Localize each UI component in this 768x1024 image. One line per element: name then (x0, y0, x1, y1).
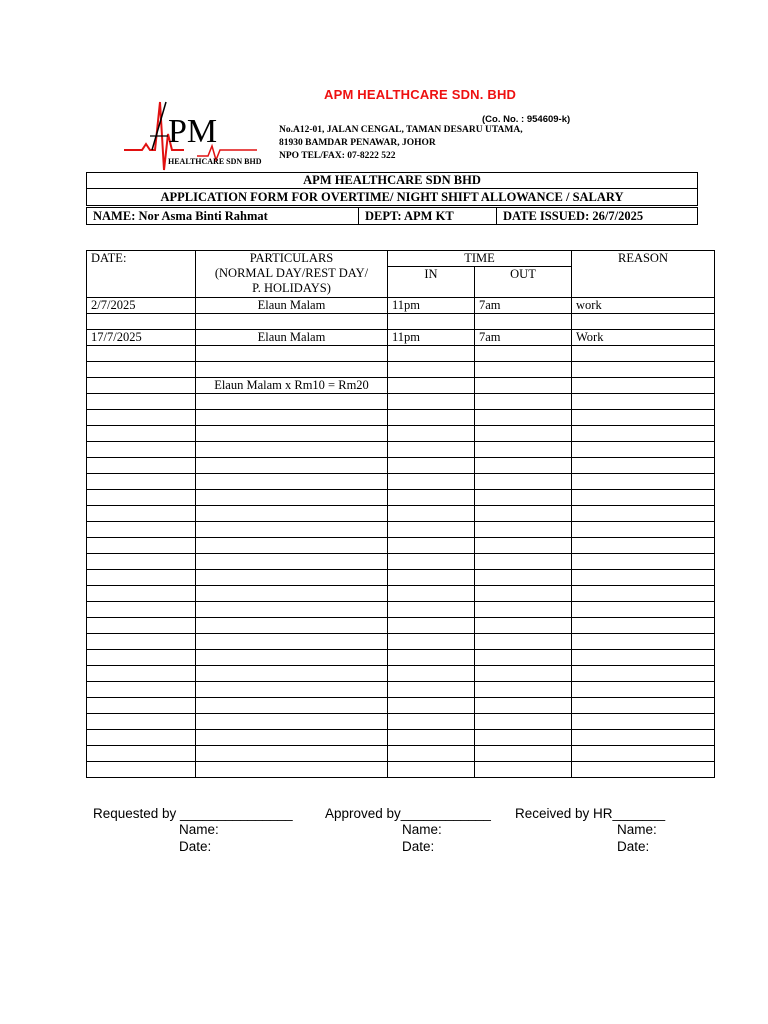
particulars-cell (196, 714, 388, 730)
time-out-cell (475, 570, 572, 586)
particulars-cell (196, 698, 388, 714)
particulars-cell (196, 442, 388, 458)
time-in-cell (388, 714, 475, 730)
date-cell (87, 346, 196, 362)
table-row (87, 490, 715, 506)
particulars-cell (196, 522, 388, 538)
time-out-cell (475, 458, 572, 474)
header-particulars-line-3: P. HOLIDAYS) (252, 281, 331, 295)
table-row (87, 730, 715, 746)
time-out-cell (475, 490, 572, 506)
time-in-cell (388, 490, 475, 506)
date-cell (87, 490, 196, 506)
particulars-cell (196, 474, 388, 490)
reason-cell (572, 618, 715, 634)
reason-cell (572, 538, 715, 554)
particulars-cell (196, 394, 388, 410)
header-reason: REASON (572, 251, 715, 298)
address-line-1: No.A12-01, JALAN CENGAL, TAMAN DESARU UTAMA, (279, 125, 523, 135)
reason-cell (572, 458, 715, 474)
table-row (87, 618, 715, 634)
particulars-cell (196, 666, 388, 682)
time-out-cell (475, 618, 572, 634)
table-row (87, 394, 715, 410)
time-in-cell (388, 442, 475, 458)
time-out-cell (475, 362, 572, 378)
employee-department: DEPT: APM KT (359, 207, 497, 225)
header-row-1 (87, 251, 715, 267)
time-out-cell (475, 762, 572, 778)
date-cell (87, 554, 196, 570)
table-row (87, 538, 715, 554)
table-row (87, 698, 715, 714)
time-out-cell (475, 634, 572, 650)
reason-cell (572, 746, 715, 762)
table-row (87, 714, 715, 730)
time-out-cell (475, 666, 572, 682)
time-out-cell: 7am (475, 330, 572, 346)
particulars-cell (196, 506, 388, 522)
date-cell (87, 474, 196, 490)
date-cell: 17/7/2025 (87, 330, 196, 346)
time-in-cell (388, 458, 475, 474)
reason-cell (572, 570, 715, 586)
reason-cell (572, 554, 715, 570)
particulars-cell (196, 762, 388, 778)
time-out-cell (475, 314, 572, 330)
time-in-cell (388, 618, 475, 634)
date-cell (87, 746, 196, 762)
time-out-cell (475, 426, 572, 442)
time-in-cell (388, 746, 475, 762)
employee-name: NAME: Nor Asma Binti Rahmat (86, 207, 359, 225)
particulars-cell (196, 490, 388, 506)
reason-cell: work (572, 298, 715, 314)
date-issued: DATE ISSUED: 26/7/2025 (497, 207, 698, 225)
date-cell (87, 394, 196, 410)
particulars-cell (196, 554, 388, 570)
table-row (87, 570, 715, 586)
reason-cell (572, 762, 715, 778)
time-in-cell (388, 730, 475, 746)
header-date: DATE: (87, 251, 196, 298)
time-out-cell (475, 410, 572, 426)
table-row (87, 506, 715, 522)
table-row (87, 410, 715, 426)
time-out-cell (475, 682, 572, 698)
time-in-cell (388, 378, 475, 394)
reason-cell (572, 634, 715, 650)
table-row (87, 442, 715, 458)
table-row (87, 682, 715, 698)
employee-info-row (86, 207, 698, 225)
date-cell (87, 698, 196, 714)
header-out: OUT (475, 267, 572, 298)
date-cell (87, 634, 196, 650)
table-row (87, 602, 715, 618)
received-by-hr-label: Received by HR_______ (515, 806, 666, 821)
time-out-cell (475, 474, 572, 490)
time-in-cell (388, 698, 475, 714)
reason-cell (572, 682, 715, 698)
time-in-cell (388, 554, 475, 570)
reason-cell (572, 362, 715, 378)
particulars-cell (196, 346, 388, 362)
time-out-cell (475, 730, 572, 746)
time-out-cell (475, 394, 572, 410)
reason-cell: Work (572, 330, 715, 346)
approved-by-label: Approved by____________ (325, 806, 491, 821)
date-cell (87, 458, 196, 474)
svg-text:PM: PM (168, 113, 218, 150)
table-row (87, 346, 715, 362)
date-cell: 2/7/2025 (87, 298, 196, 314)
particulars-cell (196, 618, 388, 634)
table-row (87, 474, 715, 490)
time-out-cell (475, 506, 572, 522)
time-in-cell (388, 474, 475, 490)
particulars-cell: Elaun Malam (196, 330, 388, 346)
particulars-cell (196, 634, 388, 650)
particulars-cell (196, 682, 388, 698)
reason-cell (572, 650, 715, 666)
time-in-cell (388, 634, 475, 650)
particulars-cell (196, 650, 388, 666)
particulars-cell (196, 730, 388, 746)
particulars-cell (196, 362, 388, 378)
time-out-cell (475, 698, 572, 714)
particulars-cell (196, 426, 388, 442)
date-cell (87, 410, 196, 426)
reason-cell (572, 314, 715, 330)
particulars-cell (196, 314, 388, 330)
form-header-company: APM HEALTHCARE SDN BHD (86, 172, 698, 189)
reason-cell (572, 394, 715, 410)
reason-cell (572, 490, 715, 506)
reason-cell (572, 474, 715, 490)
reason-cell (572, 714, 715, 730)
reason-cell (572, 698, 715, 714)
table-row (87, 666, 715, 682)
time-out-cell (475, 714, 572, 730)
date-cell (87, 378, 196, 394)
table-row (87, 650, 715, 666)
time-in-cell (388, 346, 475, 362)
time-in-cell (388, 522, 475, 538)
reason-cell (572, 346, 715, 362)
time-out-cell: 7am (475, 298, 572, 314)
table-row (87, 426, 715, 442)
date-cell (87, 362, 196, 378)
date-cell (87, 650, 196, 666)
table-row (87, 298, 715, 314)
requested-by-label: Requested by _______________ (93, 806, 293, 821)
date-cell (87, 666, 196, 682)
header-particulars-line-1: PARTICULARS (249, 251, 334, 265)
time-out-cell (475, 378, 572, 394)
form-title: APPLICATION FORM FOR OVERTIME/ NIGHT SHIFT ALLOWANCE / SALARY (86, 188, 698, 206)
phone-fax-line: NPO TEL/FAX: 07-8222 522 (279, 151, 396, 161)
date-cell (87, 730, 196, 746)
time-in-cell: 11pm (388, 298, 475, 314)
date-cell (87, 602, 196, 618)
time-out-cell (475, 522, 572, 538)
table-row (87, 522, 715, 538)
table-row (87, 762, 715, 778)
time-in-cell (388, 762, 475, 778)
reason-cell (572, 410, 715, 426)
received-date-label: Date: (617, 839, 650, 854)
reason-cell (572, 426, 715, 442)
header-time: TIME (388, 251, 572, 267)
date-cell (87, 618, 196, 634)
time-out-cell (475, 746, 572, 762)
time-in-cell (388, 570, 475, 586)
reason-cell (572, 442, 715, 458)
time-in-cell (388, 426, 475, 442)
time-out-cell (475, 650, 572, 666)
date-cell (87, 714, 196, 730)
time-out-cell (475, 346, 572, 362)
date-cell (87, 586, 196, 602)
time-in-cell (388, 666, 475, 682)
particulars-cell (196, 538, 388, 554)
date-cell (87, 506, 196, 522)
time-out-cell (475, 538, 572, 554)
time-out-cell (475, 602, 572, 618)
header-in: IN (388, 267, 475, 298)
particulars-cell: Elaun Malam x Rm10 = Rm20 (196, 378, 388, 394)
date-cell (87, 522, 196, 538)
time-in-cell: 11pm (388, 330, 475, 346)
particulars-cell (196, 410, 388, 426)
approved-date-label: Date: (402, 839, 435, 854)
table-row (87, 362, 715, 378)
time-in-cell (388, 362, 475, 378)
particulars-cell (196, 746, 388, 762)
time-out-cell (475, 586, 572, 602)
time-in-cell (388, 586, 475, 602)
date-cell (87, 570, 196, 586)
table-body (87, 251, 715, 778)
table-row (87, 458, 715, 474)
svg-text:HEALTHCARE SDN BHD: HEALTHCARE SDN BHD (168, 157, 262, 166)
reason-cell (572, 586, 715, 602)
reason-cell (572, 522, 715, 538)
table-row (87, 554, 715, 570)
requested-name-label: Name: (179, 822, 219, 837)
date-cell (87, 442, 196, 458)
date-cell (87, 314, 196, 330)
requested-date-label: Date: (179, 839, 212, 854)
date-cell (87, 682, 196, 698)
company-registration-number: (Co. No. : 954609-k) (482, 114, 571, 125)
company-name-top: APM HEALTHCARE SDN. BHD (324, 87, 517, 102)
time-in-cell (388, 602, 475, 618)
reason-cell (572, 506, 715, 522)
table-row (87, 314, 715, 330)
address-line-2: 81930 BAMDAR PENAWAR, JOHOR (279, 138, 436, 148)
time-in-cell (388, 506, 475, 522)
time-out-cell (475, 442, 572, 458)
time-in-cell (388, 538, 475, 554)
reason-cell (572, 666, 715, 682)
table-row (87, 586, 715, 602)
header-particulars-line-2: (NORMAL DAY/REST DAY/ (214, 266, 369, 280)
date-cell (87, 538, 196, 554)
time-in-cell (388, 650, 475, 666)
header-particulars (196, 251, 388, 298)
table-row (87, 746, 715, 762)
time-in-cell (388, 394, 475, 410)
time-in-cell (388, 410, 475, 426)
time-in-cell (388, 682, 475, 698)
date-cell (87, 762, 196, 778)
particulars-cell (196, 602, 388, 618)
particulars-cell (196, 570, 388, 586)
overtime-table (86, 250, 715, 778)
reason-cell (572, 730, 715, 746)
reason-cell (572, 602, 715, 618)
time-in-cell (388, 314, 475, 330)
date-cell (87, 426, 196, 442)
table-row (87, 634, 715, 650)
approved-name-label: Name: (402, 822, 442, 837)
received-name-label: Name: (617, 822, 657, 837)
particulars-cell (196, 586, 388, 602)
reason-cell (572, 378, 715, 394)
table-row (87, 330, 715, 346)
time-out-cell (475, 554, 572, 570)
table-row (87, 378, 715, 394)
particulars-cell: Elaun Malam (196, 298, 388, 314)
particulars-cell (196, 458, 388, 474)
